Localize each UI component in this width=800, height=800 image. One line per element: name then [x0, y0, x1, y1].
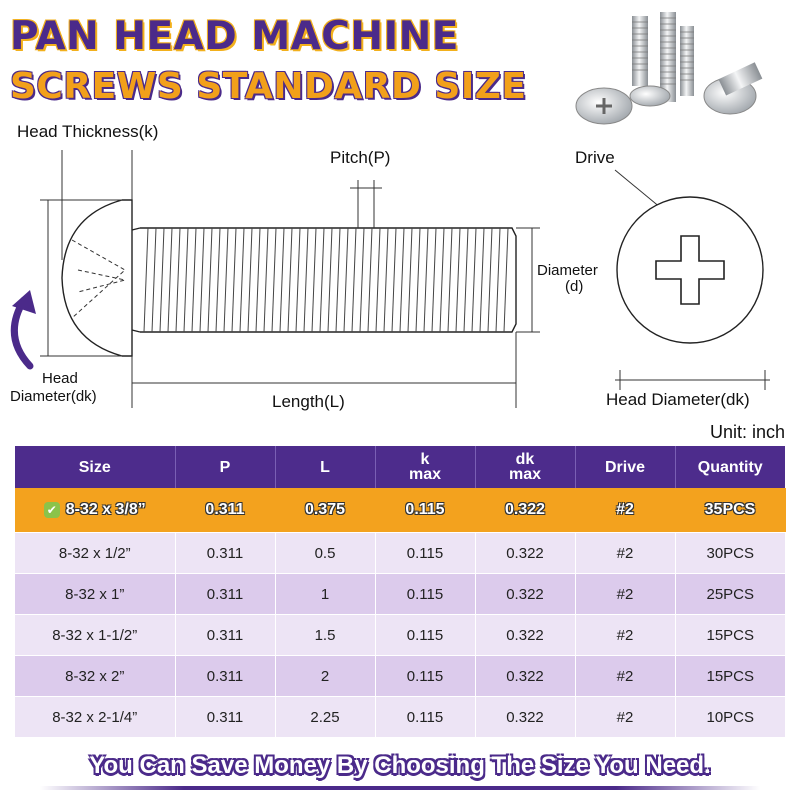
- thread-line: [464, 228, 468, 332]
- thread-line: [496, 228, 500, 332]
- table-row: [15, 615, 785, 656]
- head-diameter-label-line1: Head: [42, 370, 78, 387]
- head-diameter-right-label: Head Diameter(dk): [606, 390, 750, 409]
- thread-line: [224, 228, 228, 332]
- cell-drive: #2: [575, 574, 675, 615]
- thread-line: [304, 228, 308, 332]
- thread-line: [160, 228, 164, 332]
- thread-line: [264, 228, 268, 332]
- thread-line: [336, 228, 340, 332]
- title-line-2: SCREWS STANDARD SIZE: [10, 66, 527, 107]
- cell-drive: #2: [575, 697, 675, 738]
- cell-k: 0.115: [375, 615, 475, 656]
- table-row: [15, 533, 785, 574]
- cell-drive: #2: [575, 615, 675, 656]
- thread-line: [248, 228, 252, 332]
- cell-k: 0.115: [375, 533, 475, 574]
- thread-line: [400, 228, 404, 332]
- cell-size: 8-32 x 1”: [15, 574, 175, 615]
- cell-l: 0.5: [275, 533, 375, 574]
- cell-quantity: 35PCS: [675, 488, 785, 533]
- thread-line: [472, 228, 476, 332]
- header-l: L: [275, 446, 375, 488]
- thread-line: [416, 228, 420, 332]
- diameter-label-line1: Diameter: [537, 262, 598, 279]
- thread-line: [456, 228, 460, 332]
- cell-p: 0.311: [175, 615, 275, 656]
- footer-underline: [40, 786, 760, 790]
- thread-line: [448, 228, 452, 332]
- cell-dk: 0.322: [475, 533, 575, 574]
- thread-line: [344, 228, 348, 332]
- cell-k: 0.115: [375, 574, 475, 615]
- cell-drive: #2: [575, 533, 675, 574]
- cell-l: 2.25: [275, 697, 375, 738]
- length-label: Length(L): [272, 392, 345, 411]
- cell-dk: 0.322: [475, 697, 575, 738]
- drive-label: Drive: [575, 148, 615, 167]
- cell-p: 0.311: [175, 488, 275, 533]
- cell-quantity: 30PCS: [675, 533, 785, 574]
- header-k: [375, 446, 475, 488]
- cell-k: 0.115: [375, 697, 475, 738]
- thread-line: [192, 228, 196, 332]
- thread-line: [272, 228, 276, 332]
- header-drive: Drive: [575, 446, 675, 488]
- thread-line: [152, 228, 156, 332]
- cell-quantity: 10PCS: [675, 697, 785, 738]
- thread-line: [328, 228, 332, 332]
- size-table: [15, 446, 786, 738]
- header-size: Size: [15, 446, 175, 488]
- cell-size: 8-32 x 2”: [15, 656, 175, 697]
- table-row: [15, 697, 785, 738]
- head-diameter-label-line2: Diameter(dk): [10, 388, 97, 405]
- cell-drive: #2: [575, 488, 675, 533]
- table-row: [15, 574, 785, 615]
- cell-drive: #2: [575, 656, 675, 697]
- thread-line: [376, 228, 380, 332]
- cell-quantity: 15PCS: [675, 656, 785, 697]
- cell-dk: 0.322: [475, 488, 575, 533]
- header-dk-sub: max: [508, 466, 542, 483]
- thread-line: [256, 228, 260, 332]
- table-header-row: [15, 446, 785, 488]
- footer-slogan: You Can Save Money By Choosing The Size You Need.: [89, 752, 711, 779]
- cell-size-text: 8-32 x 3/8”: [65, 501, 146, 518]
- cell-quantity: 15PCS: [675, 615, 785, 656]
- thread-line: [280, 228, 284, 332]
- cell-l: 1.5: [275, 615, 375, 656]
- head-thickness-label: Head Thickness(k): [17, 122, 159, 141]
- thread-line: [352, 228, 356, 332]
- cell-k: 0.115: [375, 488, 475, 533]
- cell-p: 0.311: [175, 574, 275, 615]
- thread-line: [360, 228, 364, 332]
- cell-size: 8-32 x 1-1/2”: [15, 615, 175, 656]
- thread-line: [320, 228, 324, 332]
- header-dk: [475, 446, 575, 488]
- cell-size: 8-32 x 2-1/4”: [15, 697, 175, 738]
- thread-line: [288, 228, 292, 332]
- check-icon: ✔: [44, 502, 60, 518]
- header-k-label: k: [420, 451, 430, 468]
- thread-line: [488, 228, 492, 332]
- thread-line: [216, 228, 220, 332]
- thread-line: [200, 228, 204, 332]
- cell-quantity: 25PCS: [675, 574, 785, 615]
- unit-label: Unit: inch: [709, 422, 785, 442]
- thread-line: [480, 228, 484, 332]
- cell-size: 8-32 x 1/2”: [15, 533, 175, 574]
- cell-p: 0.311: [175, 656, 275, 697]
- cell-l: 0.375: [275, 488, 375, 533]
- cell-size: [15, 488, 175, 533]
- thread-line: [232, 228, 236, 332]
- header-p: P: [175, 446, 275, 488]
- thread-line: [184, 228, 188, 332]
- thread-line: [432, 228, 436, 332]
- header-quantity: Quantity: [675, 446, 785, 488]
- cell-dk: 0.322: [475, 656, 575, 697]
- thread-line: [408, 228, 412, 332]
- table-row: [15, 488, 785, 533]
- thread-line: [504, 228, 508, 332]
- title-line-1: PAN HEAD MACHINE: [10, 14, 459, 59]
- thread-line: [384, 228, 388, 332]
- thread-line: [144, 228, 148, 332]
- thread-line: [392, 228, 396, 332]
- thread-line: [296, 228, 300, 332]
- thread-line: [168, 228, 172, 332]
- thread-line: [368, 228, 372, 332]
- pitch-label: Pitch(P): [330, 148, 391, 167]
- cell-dk: 0.322: [475, 574, 575, 615]
- thread-line: [312, 228, 316, 332]
- cell-dk: 0.322: [475, 615, 575, 656]
- header-k-sub: max: [408, 466, 442, 483]
- thread-line: [208, 228, 212, 332]
- header-dk-label: dk: [515, 451, 535, 468]
- cell-k: 0.115: [375, 656, 475, 697]
- table-row: [15, 656, 785, 697]
- thread-line: [240, 228, 244, 332]
- thread-line: [424, 228, 428, 332]
- thread-line: [176, 228, 180, 332]
- cell-l: 2: [275, 656, 375, 697]
- diameter-label-line2: (d): [565, 278, 584, 295]
- thread-line: [440, 228, 444, 332]
- cell-l: 1: [275, 574, 375, 615]
- cell-p: 0.311: [175, 697, 275, 738]
- cell-p: 0.311: [175, 533, 275, 574]
